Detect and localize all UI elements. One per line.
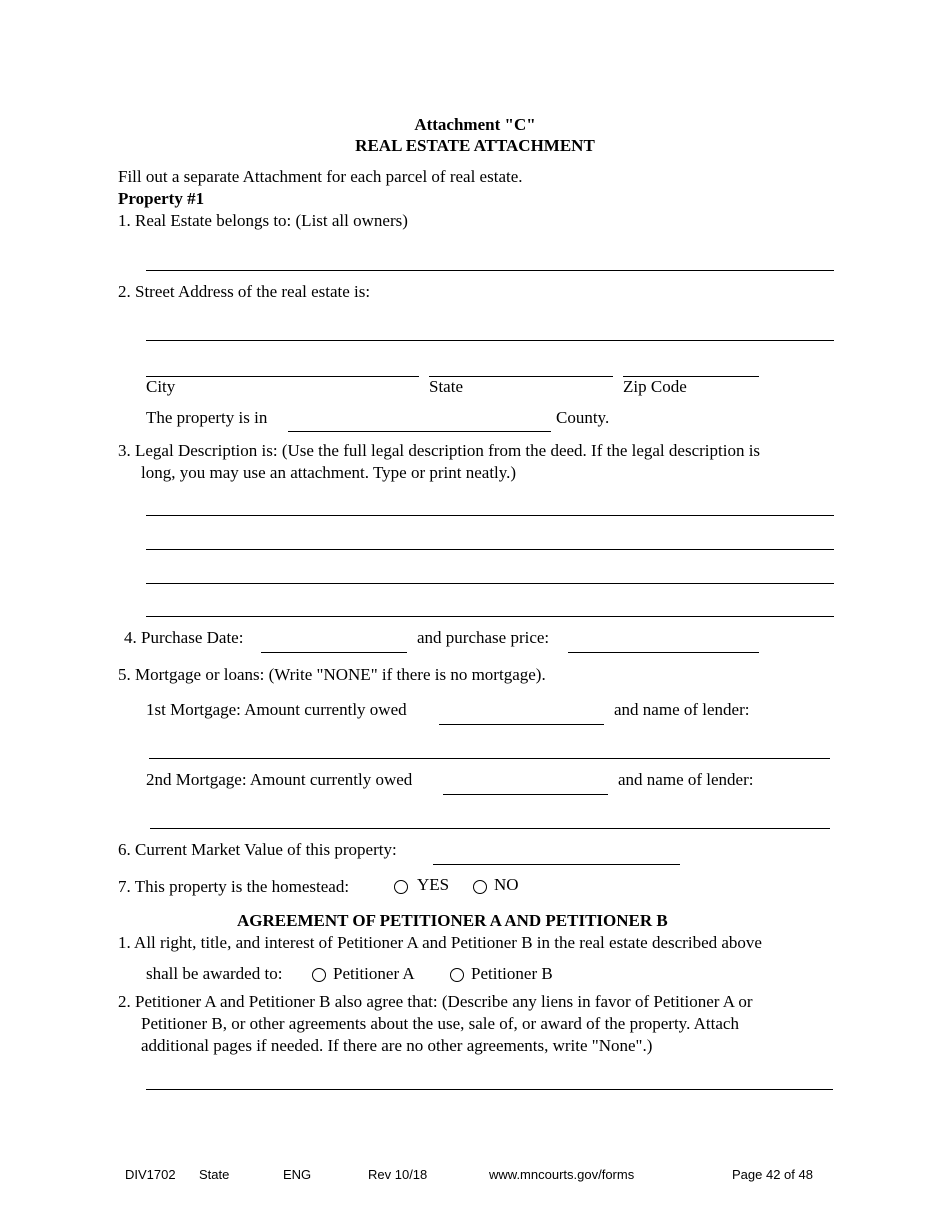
market-value-field[interactable] <box>433 864 680 865</box>
footer-revision: Rev 10/18 <box>368 1167 428 1182</box>
county-prefix: The property is in <box>146 408 268 427</box>
footer-url[interactable]: www.mncourts.gov/forms <box>489 1167 635 1182</box>
homestead-no-label: NO <box>494 875 519 894</box>
first-lender-field[interactable] <box>149 758 830 759</box>
purchase-date-label: 4. Purchase Date: <box>124 628 244 647</box>
owners-field[interactable] <box>146 270 834 271</box>
award-petitioner-b-label: Petitioner B <box>471 964 553 983</box>
first-lender-label: and name of lender: <box>614 700 750 719</box>
second-lender-label: and name of lender: <box>618 770 754 789</box>
footer-language: ENG <box>283 1167 312 1182</box>
awarded-to-label: shall be awarded to: <box>146 964 283 983</box>
state-label: State <box>429 377 463 396</box>
legal-description-line-3[interactable] <box>146 583 834 584</box>
legal-description-label-cont: long, you may use an attachment. Type or print neatly.) <box>141 463 517 482</box>
legal-description-line-1[interactable] <box>146 515 834 516</box>
homestead-yes-radio[interactable] <box>394 880 408 894</box>
agreement-item2-text-cont: Petitioner B, or other agreements about the use, sale of, or award of the property. Attach <box>141 1014 739 1033</box>
homestead-no-radio[interactable] <box>473 880 487 894</box>
attachment-label: Attachment "C" <box>414 115 536 134</box>
award-petitioner-b-radio[interactable] <box>450 968 464 982</box>
footer-state: State <box>199 1167 230 1182</box>
homestead-yes-label: YES <box>417 875 450 894</box>
property-heading: Property #1 <box>118 189 205 208</box>
footer-page-number: Page 42 of 48 <box>732 1167 813 1182</box>
second-mortgage-label: 2nd Mortgage: Amount currently owed <box>146 770 413 789</box>
street-address-field[interactable] <box>146 340 834 341</box>
county-suffix: County. <box>556 408 610 427</box>
award-petitioner-a-label: Petitioner A <box>333 964 415 983</box>
agreement-heading: AGREEMENT OF PETITIONER A AND PETITIONER B <box>237 911 668 930</box>
street-address-label: 2. Street Address of the real estate is: <box>118 282 371 301</box>
county-field[interactable] <box>288 431 551 432</box>
mortgage-label: 5. Mortgage or loans: (Write "NONE" if there is no mortgage). <box>118 665 546 684</box>
award-petitioner-a-radio[interactable] <box>312 968 326 982</box>
legal-description-label: 3. Legal Description is: (Use the full legal description from the deed. If the legal description is <box>118 441 761 460</box>
footer-form-number: DIV1702 <box>125 1167 176 1182</box>
agreement-item1-text: 1. All right, title, and interest of Petitioner A and Petitioner B in the real estate described above <box>118 933 762 952</box>
first-mortgage-amount-field[interactable] <box>439 724 604 725</box>
page-title: REAL ESTATE ATTACHMENT <box>355 136 595 155</box>
first-mortgage-label: 1st Mortgage: Amount currently owed <box>146 700 407 719</box>
legal-description-line-4[interactable] <box>146 616 834 617</box>
homestead-label: 7. This property is the homestead: <box>118 877 350 896</box>
city-label: City <box>146 377 176 396</box>
other-agreements-field[interactable] <box>146 1089 833 1090</box>
city-field[interactable] <box>146 376 419 377</box>
legal-description-line-2[interactable] <box>146 549 834 550</box>
second-lender-field[interactable] <box>150 828 830 829</box>
zip-label: Zip Code <box>623 377 687 396</box>
market-value-label: 6. Current Market Value of this property: <box>118 840 397 859</box>
owners-label: 1. Real Estate belongs to: (List all owners) <box>118 211 408 230</box>
purchase-date-field[interactable] <box>261 652 407 653</box>
agreement-item2-text: 2. Petitioner A and Petitioner B also agree that: (Describe any liens in favor of Petitioner A or <box>118 992 753 1011</box>
second-mortgage-amount-field[interactable] <box>443 794 608 795</box>
intro-text: Fill out a separate Attachment for each parcel of real estate. <box>118 167 523 186</box>
purchase-price-field[interactable] <box>568 652 759 653</box>
agreement-item2-text-cont2: additional pages if needed. If there are no other agreements, write "None".) <box>141 1036 653 1055</box>
purchase-price-label: and purchase price: <box>417 628 550 647</box>
